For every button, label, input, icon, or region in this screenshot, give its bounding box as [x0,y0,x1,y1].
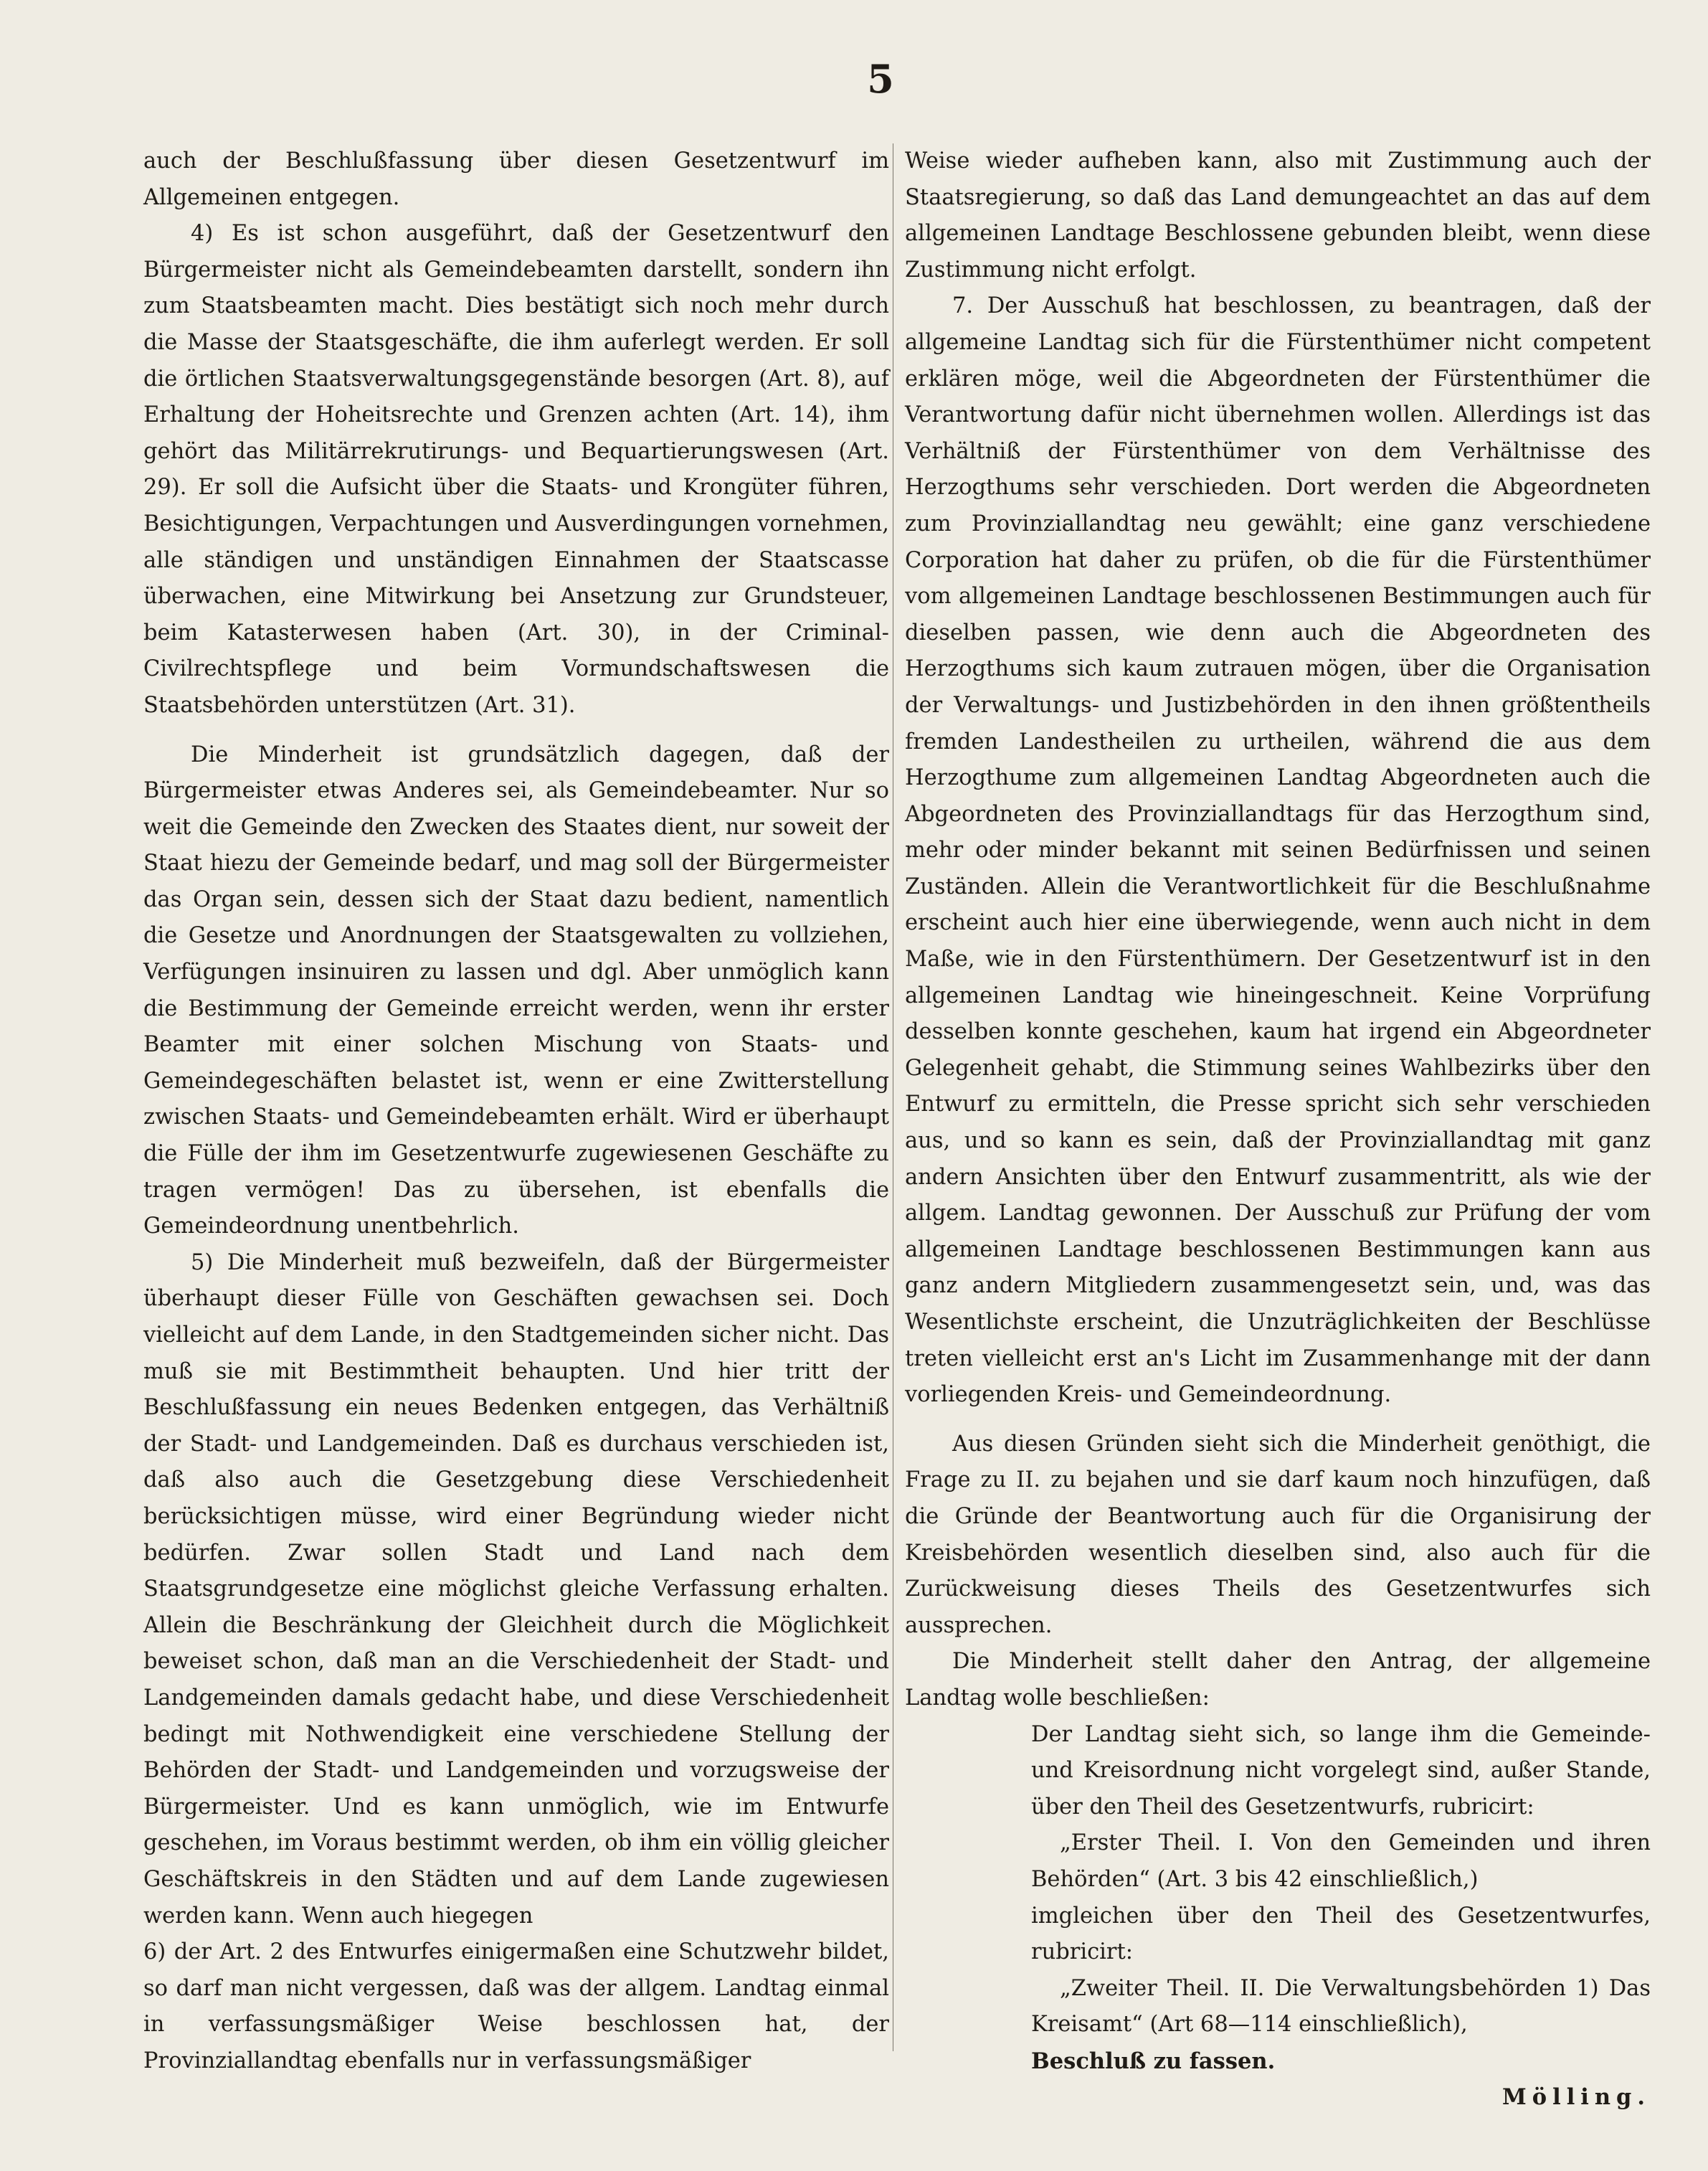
paragraph: 7. Der Ausschuß hat beschlossen, zu beantragen, daß der allgemeine Landtag sich für die Fürstenthümer nicht competent erklären möge, weil die Abgeordneten der Fürstenthümer die Verantwortung dafür nicht übernehmen wollen. Allerdings ist das Verhältniß der Fürstenthümer von dem Verhältnisse des Herzogthums sehr verschieden. Dort werden die Abgeordneten zum Provinziallandtag neu gewählt; eine ganz verschiedene Corporation hat daher zu prüfen, ob die für die Fürstenthümer vom allgemeinen Landtage beschlossenen Bestimmungen auch für dieselben passen, wie denn auch die Abgeordneten des Herzogthums sich kaum zutrauen mögen, über die Organisation der Verwaltungs- und Justizbehörden in den ihnen größtentheils fremden Landestheilen zu urtheilen, während die aus dem Herzogthume zum allgemeinen Landtag Abgeordneten auch die Abgeordneten des Provinziallandtags für das Herzogthum sind, mehr oder minder bekannt mit seinen Bedürfnissen und seinen Zuständen. Allein die Verantwortlichkeit für die Beschlußnahme erscheint auch hier eine überwiegende, wenn auch nicht in dem Maße, wie in den Fürstenthümern. Der Gesetzentwurf ist in den allgemeinen Landtag wie hineingeschneit. Keine Vorprüfung desselben konnte geschehen, kaum hat irgend ein Abgeordneter Gelegenheit gehabt, die Stimmung seines Wahlbezirks über den Entwurf zu ermitteln, die Presse spricht sich sehr verschieden aus, und so kann es sein, daß der Provinziallandtag mit ganz andern Ansichten über den Entwurf zusammentritt, als wie der allgem. Landtag gewonnen. Der Ausschuß zur Prüfung der vom allgemeinen Landtage beschlossenen Bestimmungen kann aus ganz andern Mitgliedern zusammengesetzt sein, und, was das Wesentlichste erscheint, die Unzuträglichkeiten der Beschlüsse treten vielleicht erst an's Licht im Zusammenhange mit der dann vorliegenden Kreis- und Gemeindeordnung. [905,293,1651,1408]
resolution-closing: Beschluß zu fassen. [1031,2048,1276,2074]
resolution-part-one: „Erster Theil. I. Von den Gemeinden und ihren Behörden“ (Art. 3 bis 42 einschließlich,) [1031,1830,1651,1892]
resolution-connector: imgleichen über den Theil des Gesetzentwurfes, rubricirt: [1031,1903,1651,1965]
resolution-block [1031,1717,1651,2080]
paragraph: Aus diesen Gründen sieht sich die Minderheit genöthigt, die Frage zu II. zu bejahen und sie darf kaum noch hinzufügen, daß die Gründe der Beantwortung auch für die Organisirung der Kreisbehörden wesentlich dieselben sind, also auch für die Zurückweisung dieses Theils des Gesetzentwurfes sich aussprechen. [905,1431,1651,1638]
right-column [905,143,1651,2116]
paragraph: Weise wieder aufheben kann, also mit Zustimmung auch der Staatsregierung, so daß das Land demungeachtet an das auf dem allgemeinen Landtage Beschlossene gebunden bleibt, wenn diese Zustimmung nicht erfolgt. [905,148,1651,283]
paragraph: auch der Beschlußfassung über diesen Gesetzentwurf im Allgemeinen entgegen. [143,148,889,210]
signature: Mölling. [1502,2084,1651,2111]
paragraph: Die Minderheit stellt daher den Antrag, der allgemeine Landtag wolle beschließen: [905,1649,1651,1711]
paragraph: 6) der Art. 2 des Entwurfes einigermaßen eine Schutzwehr bildet, so darf man nicht vergessen, daß was der allgem. Landtag einmal in verfassungsmäßiger Weise beschlossen hat, der Provinziallandtag ebenfalls nur in verfassungsmäßiger [143,1939,889,2073]
paragraph: 4) Es ist schon ausgeführt, daß der Gesetzentwurf den Bürgermeister nicht als Gemeindebeamten darstellt, sondern ihn zum Staatsbeamten macht. Dies bestätigt sich noch mehr durch die Masse der Staatsgeschäfte, die ihm auferlegt werden. Er soll die örtlichen Staatsverwaltungsgegenstände besorgen (Art. 8), auf Erhaltung der Hoheitsrechte und Grenzen achten (Art. 14), ihm gehört das Militärrekrutirungs- und Bequartierungswesen (Art. 29). Er soll die Aufsicht über die Staats- und Krongüter führen, Besichtigungen, Verpachtungen und Ausverdingungen vornehmen, alle ständigen und unständigen Einnahmen der Staatscasse überwachen, eine Mitwirkung bei Ansetzung zur Grundsteuer, beim Katasterwesen haben (Art. 30), in der Criminal-Civilrechtspflege und beim Vormundschaftswesen die Staatsbehörden unterstützen (Art. 31). [143,221,889,718]
paragraph: Die Minderheit ist grundsätzlich dagegen, daß der Bürgermeister etwas Anderes sei, als Gemeindebeamter. Nur so weit die Gemeinde den Zwecken des Staates dient, nur soweit der Staat hiezu der Gemeinde bedarf, und mag soll der Bürgermeister das Organ sein, dessen sich der Staat dazu bedient, namentlich die Gesetze und Anordnungen der Staatsgewalten zu vollziehen, Verfügungen insinuiren zu lassen und dgl. Aber unmöglich kann die Bestimmung der Gemeinde erreicht werden, wenn ihr erster Beamter mit einer solchen Mischung von Staats- und Gemeindegeschäften belastet ist, wenn er eine Zwitterstellung zwischen Staats- und Gemeindebeamten erhält. Wird er überhaupt die Fülle der ihm im Gesetzentwurfe zugewiesenen Geschäfte zu tragen vermögen! Das zu übersehen, ist ebenfalls die Gemeindeordnung unentbehrlich. [143,742,889,1239]
left-column [143,143,889,2079]
resolution-part-two: „Zweiter Theil. II. Die Verwaltungsbehörden 1) Das Kreisamt“ (Art 68—114 einschließlich), [1031,1975,1651,2038]
paragraph: 5) Die Minderheit muß bezweifeln, daß der Bürgermeister überhaupt dieser Fülle von Geschäften gewachsen sei. Doch vielleicht auf dem Lande, in den Stadtgemeinden sicher nicht. Das muß sie mit Bestimmtheit behaupten. Und hier tritt der Beschlußfassung ein neues Bedenken entgegen, das Verhältniß der Stadt- und Landgemeinden. Daß es durchaus verschieden ist, daß also auch die Gesetzgebung diese Verschiedenheit berücksichtigen müsse, wird einer Begründung wieder nicht bedürfen. Zwar sollen Stadt und Land nach dem Staatsgrundgesetze eine möglichst gleiche Verfassung erhalten. Allein die Beschränkung der Gleichheit durch die Möglichkeit beweiset schon, daß man an die Verschiedenheit der Stadt- und Landgemeinden damals gedacht habe, und diese Verschiedenheit bedingt mit Nothwendigkeit eine verschiedene Stellung der Behörden der Stadt- und Landgemeinden und vorzugsweise der Bürgermeister. Und es kann unmöglich, wie im Entwurfe geschehen, im Voraus bestimmt werden, ob ihm ein völlig gleicher Geschäftskreis in den Städten und auf dem Lande zugewiesen werden kann. Wenn auch hiegegen [143,1249,889,1929]
page-number: 5 [867,56,894,102]
resolution-main: Der Landtag sieht sich, so lange ihm die Gemeinde- und Kreisordnung nicht vorgelegt sind, außer Stande, über den Theil des Gesetzentwurfs, rubricirt: [1031,1721,1651,1820]
